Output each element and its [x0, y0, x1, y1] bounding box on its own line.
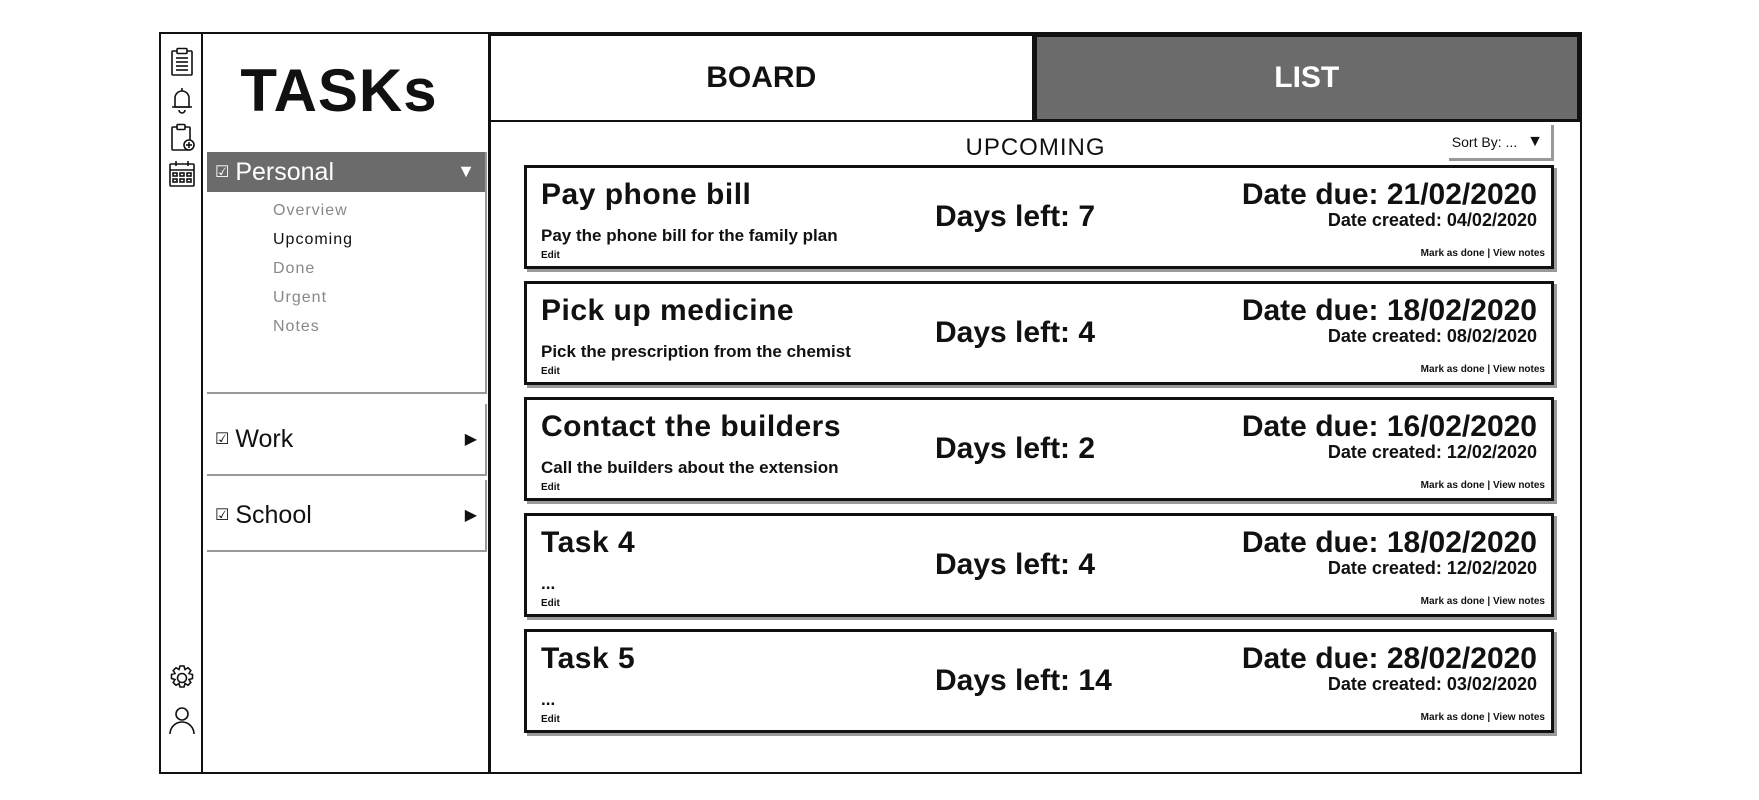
date-created: Date created: 08/02/2020	[1327, 326, 1537, 346]
section-title: UPCOMING	[965, 134, 1106, 161]
task-description: Call the builders about the extension	[541, 458, 839, 477]
gear-icon[interactable]	[167, 662, 197, 694]
task-title: Pay phone bill	[541, 178, 752, 211]
task-actions-links[interactable]: Mark as done | View notes	[1420, 712, 1545, 723]
date-created: Date created: 12/02/2020	[1327, 558, 1537, 578]
task-card[interactable]	[524, 165, 1554, 269]
checkbox-icon[interactable]: ☑	[215, 164, 230, 181]
tab-list[interactable]: LIST	[1034, 34, 1581, 122]
app-title: TASKs	[240, 57, 438, 124]
date-created: Date created: 04/02/2020	[1327, 210, 1537, 230]
group-personal	[207, 152, 487, 394]
days-left: Days left: 14	[935, 664, 1112, 697]
days-left: Days left: 2	[935, 432, 1096, 465]
task-description: ...	[541, 574, 556, 593]
checkbox-icon[interactable]: ☑	[215, 507, 230, 524]
date-due: Date due: 16/02/2020	[1241, 410, 1537, 443]
date-created: Date created: 03/02/2020	[1327, 674, 1537, 694]
calendar-icon[interactable]	[167, 158, 197, 190]
days-left: Days left: 7	[935, 200, 1096, 233]
group-work-label: Work	[235, 424, 294, 453]
edit-link[interactable]: Edit	[541, 482, 560, 493]
sidebar-item-overview[interactable]: Overview	[273, 202, 348, 219]
task-title: Contact the builders	[541, 410, 842, 443]
view-tabs	[491, 34, 1580, 122]
days-left: Days left: 4	[935, 548, 1096, 581]
task-description: Pay the phone bill for the family plan	[541, 226, 838, 245]
chevron-down-icon[interactable]: ▼	[457, 161, 475, 181]
task-title: Task 5	[541, 642, 636, 675]
personal-sub-list	[207, 192, 485, 341]
chevron-down-icon[interactable]: ▼	[1527, 132, 1543, 150]
task-card[interactable]	[524, 513, 1554, 617]
sidebar-item-upcoming[interactable]: Upcoming	[273, 231, 354, 248]
icon-rail	[161, 34, 203, 772]
group-school-label: School	[235, 500, 312, 529]
tab-board[interactable]: BOARD	[491, 34, 1034, 122]
task-card[interactable]	[524, 629, 1554, 733]
edit-link[interactable]: Edit	[541, 366, 560, 377]
task-list	[524, 165, 1554, 745]
date-due: Date due: 18/02/2020	[1241, 294, 1537, 327]
edit-link[interactable]: Edit	[541, 598, 560, 609]
group-school[interactable]	[207, 480, 487, 552]
days-left: Days left: 4	[935, 316, 1096, 349]
add-task-icon[interactable]	[167, 122, 197, 154]
date-created: Date created: 12/02/2020	[1327, 442, 1537, 462]
sort-label: Sort By: ...	[1451, 133, 1518, 150]
task-actions-links[interactable]: Mark as done | View notes	[1420, 248, 1545, 259]
clipboard-icon[interactable]	[167, 46, 197, 78]
chevron-right-icon[interactable]: ▶	[464, 507, 477, 524]
task-title: Pick up medicine	[541, 294, 795, 327]
task-card[interactable]	[524, 397, 1554, 501]
group-personal-header[interactable]	[207, 152, 485, 192]
edit-link[interactable]: Edit	[541, 250, 560, 261]
task-actions-links[interactable]: Mark as done | View notes	[1420, 480, 1545, 491]
date-due: Date due: 21/02/2020	[1241, 178, 1537, 211]
sidebar-item-urgent[interactable]: Urgent	[273, 289, 328, 306]
app-window	[159, 32, 1582, 774]
group-personal-label: Personal	[235, 157, 335, 186]
checkbox-icon[interactable]: ☑	[215, 431, 230, 448]
sidebar	[203, 34, 491, 772]
sidebar-item-done[interactable]: Done	[273, 260, 316, 277]
date-due: Date due: 28/02/2020	[1241, 642, 1537, 675]
main-panel	[491, 34, 1580, 772]
task-actions-links[interactable]: Mark as done | View notes	[1420, 596, 1545, 607]
edit-link[interactable]: Edit	[541, 714, 560, 725]
group-work[interactable]	[207, 404, 487, 476]
task-title: Task 4	[541, 526, 636, 559]
bell-icon[interactable]	[167, 84, 197, 116]
sidebar-item-notes[interactable]: Notes	[273, 318, 320, 335]
task-actions-links[interactable]: Mark as done | View notes	[1420, 364, 1545, 375]
task-description: ...	[541, 690, 556, 709]
date-due: Date due: 18/02/2020	[1241, 526, 1537, 559]
chevron-right-icon[interactable]: ▶	[464, 431, 477, 448]
task-description: Pick the prescription from the chemist	[541, 342, 851, 361]
task-card[interactable]	[524, 281, 1554, 385]
sort-dropdown[interactable]	[1449, 125, 1554, 161]
user-icon[interactable]	[167, 700, 197, 740]
